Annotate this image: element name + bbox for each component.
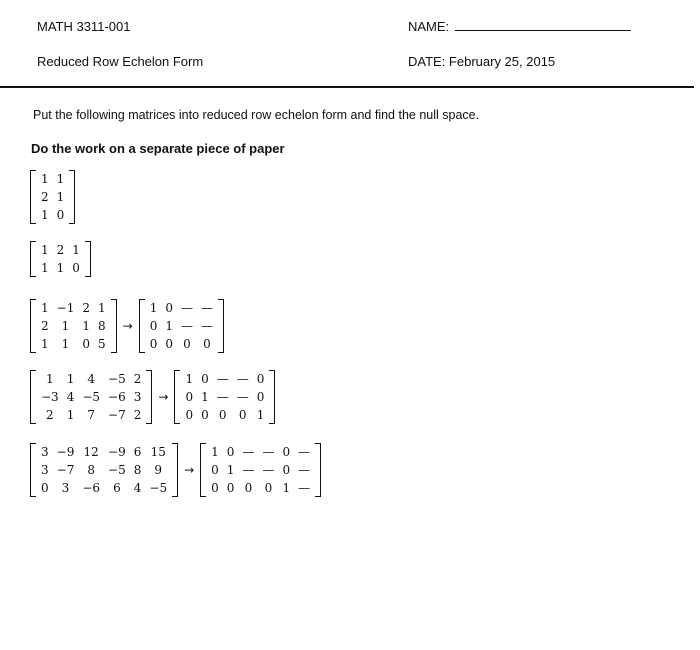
problem-4-matrix xyxy=(30,370,152,424)
matrix-entry: — xyxy=(242,445,255,459)
arrow-icon: → xyxy=(122,319,133,333)
problem-4-result xyxy=(174,370,275,424)
problem-5 xyxy=(30,443,321,497)
matrix-row xyxy=(37,259,84,277)
matrix-row xyxy=(37,317,110,335)
matrix-row xyxy=(207,479,314,497)
matrix-entry: 3 xyxy=(61,481,70,495)
matrix-entry: 0 xyxy=(82,337,90,351)
matrix-entry: 2 xyxy=(82,301,90,315)
matrix-entry: 1 xyxy=(82,319,90,333)
matrix-entry: −9 xyxy=(56,445,75,459)
date-label: DATE: February 25, 2015 xyxy=(408,54,556,69)
matrix-row xyxy=(181,406,268,424)
matrix-entry: — xyxy=(262,445,275,459)
matrix-entry: 2 xyxy=(133,372,142,386)
matrix-entry: — xyxy=(180,301,193,315)
matrix-entry: 5 xyxy=(97,337,106,351)
matrix-row xyxy=(181,388,268,406)
matrix-entry: 0 xyxy=(256,390,265,404)
matrix-row xyxy=(146,317,217,335)
matrix-entry: 0 xyxy=(226,445,235,459)
work-note: Do the work on a separate piece of paper xyxy=(31,141,285,156)
matrix-entry: 1 xyxy=(66,408,75,422)
matrix-entry: 3 xyxy=(41,463,49,477)
matrix-entry: 1 xyxy=(41,337,49,351)
problem-3-matrix xyxy=(30,299,117,353)
problem-2 xyxy=(30,241,91,277)
matrix-entry: 1 xyxy=(226,463,235,477)
problem-1 xyxy=(30,170,75,224)
matrix-entry: 1 xyxy=(41,243,49,257)
matrix-entry: 4 xyxy=(66,390,75,404)
matrix-entry: 0 xyxy=(165,301,173,315)
matrix-row xyxy=(37,206,68,224)
matrix-entry: 0 xyxy=(149,337,158,351)
matrix-entry: — xyxy=(236,390,249,404)
matrix-entry: 1 xyxy=(56,261,65,275)
matrix-entry: 1 xyxy=(201,390,209,404)
matrix-entry: — xyxy=(298,463,311,477)
matrix-row xyxy=(37,370,145,388)
matrix-entry: 0 xyxy=(165,337,173,351)
matrix-entry: 1 xyxy=(256,408,265,422)
matrix-entry: 0 xyxy=(211,481,219,495)
matrix-entry: — xyxy=(200,301,213,315)
matrix-entry: −7 xyxy=(56,463,75,477)
matrix-entry: 0 xyxy=(218,408,227,422)
matrix-entry: 8 xyxy=(133,463,142,477)
matrix-row xyxy=(146,299,217,317)
matrix-entry: 2 xyxy=(56,243,65,257)
matrix-entry: 15 xyxy=(150,445,166,459)
matrix-entry: 2 xyxy=(133,408,142,422)
arrow-icon: → xyxy=(184,463,195,477)
matrix-entry: 6 xyxy=(133,445,142,459)
matrix-entry: 8 xyxy=(87,463,96,477)
matrix-entry: — xyxy=(216,372,229,386)
matrix-entry: — xyxy=(262,463,275,477)
matrix-entry: 1 xyxy=(66,372,75,386)
matrix-entry: 1 xyxy=(97,301,106,315)
matrix-table xyxy=(207,443,314,497)
matrix-entry: — xyxy=(298,445,311,459)
matrix-entry: 4 xyxy=(87,372,96,386)
matrix-row xyxy=(37,479,171,497)
matrix-entry: 1 xyxy=(46,372,54,386)
matrix-entry: — xyxy=(298,481,311,495)
matrix-table xyxy=(146,299,217,353)
matrix-entry: 1 xyxy=(56,172,65,186)
matrix-entry: 1 xyxy=(185,372,194,386)
matrix-row xyxy=(181,370,268,388)
matrix-entry: 1 xyxy=(211,445,219,459)
matrix-entry: 0 xyxy=(244,481,253,495)
matrix-entry: 0 xyxy=(201,408,209,422)
matrix-entry: 1 xyxy=(149,301,158,315)
matrix-entry: −6 xyxy=(108,390,126,404)
header-divider xyxy=(0,86,694,88)
worksheet-title: Reduced Row Echelon Form xyxy=(37,54,204,69)
matrix-row xyxy=(37,406,145,424)
matrix-row xyxy=(37,388,145,406)
matrix-entry: — xyxy=(200,319,213,333)
matrix-entry: 1 xyxy=(282,481,291,495)
matrix-entry: 1 xyxy=(56,190,65,204)
matrix-entry: 0 xyxy=(282,445,291,459)
matrix-table xyxy=(37,241,84,277)
matrix-row xyxy=(37,170,68,188)
matrix-entry: 2 xyxy=(41,190,49,204)
matrix-row xyxy=(37,461,171,479)
matrix-entry: −3 xyxy=(41,390,59,404)
matrix-table xyxy=(37,170,68,224)
matrix-entry: 0 xyxy=(201,372,209,386)
matrix-row xyxy=(37,299,110,317)
problem-2-matrix xyxy=(30,241,91,277)
problem-5-result xyxy=(200,443,321,497)
problem-3 xyxy=(30,299,224,353)
matrix-entry: −9 xyxy=(108,445,126,459)
matrix-table xyxy=(37,299,110,353)
matrix-table xyxy=(37,370,145,424)
matrix-entry: −5 xyxy=(149,481,168,495)
matrix-entry: 0 xyxy=(211,463,219,477)
matrix-entry: 6 xyxy=(113,481,121,495)
matrix-entry: 0 xyxy=(226,481,235,495)
matrix-entry: 0 xyxy=(41,481,49,495)
name-label: NAME: xyxy=(408,19,450,34)
matrix-entry: 0 xyxy=(203,337,211,351)
matrix-entry: 1 xyxy=(61,337,70,351)
matrix-entry: 1 xyxy=(41,301,49,315)
matrix-entry: −5 xyxy=(82,390,101,404)
arrow-icon: → xyxy=(158,390,169,404)
matrix-row xyxy=(207,461,314,479)
matrix-row xyxy=(37,443,171,461)
matrix-entry: 0 xyxy=(56,208,65,222)
matrix-entry: 0 xyxy=(282,463,291,477)
matrix-entry: −5 xyxy=(108,463,126,477)
matrix-entry: 0 xyxy=(149,319,158,333)
matrix-entry: — xyxy=(242,463,255,477)
matrix-entry: −1 xyxy=(56,301,75,315)
matrix-table xyxy=(37,443,171,497)
matrix-row xyxy=(37,241,84,259)
matrix-entry: — xyxy=(236,372,249,386)
course-title: MATH 3311-001 xyxy=(37,19,131,34)
matrix-entry: 1 xyxy=(165,319,173,333)
matrix-entry: 4 xyxy=(133,481,142,495)
matrix-entry: 12 xyxy=(83,445,99,459)
matrix-entry: 7 xyxy=(87,408,96,422)
problem-4 xyxy=(30,370,275,424)
matrix-entry: 0 xyxy=(183,337,191,351)
matrix-entry: 0 xyxy=(72,261,80,275)
problem-3-result xyxy=(139,299,224,353)
problem-1-matrix xyxy=(30,170,75,224)
matrix-row xyxy=(207,443,314,461)
matrix-entry: 0 xyxy=(264,481,273,495)
matrix-entry: 0 xyxy=(238,408,247,422)
matrix-entry: 0 xyxy=(256,372,265,386)
matrix-entry: 2 xyxy=(46,408,54,422)
name-field xyxy=(408,19,631,34)
matrix-entry: −7 xyxy=(108,408,126,422)
matrix-entry: 1 xyxy=(72,243,80,257)
matrix-entry: 3 xyxy=(133,390,142,404)
matrix-entry: 1 xyxy=(41,261,49,275)
name-blank-line xyxy=(455,20,631,31)
matrix-row xyxy=(37,188,68,206)
matrix-entry: 0 xyxy=(185,390,194,404)
matrix-entry: 1 xyxy=(41,208,49,222)
matrix-entry: 2 xyxy=(41,319,49,333)
matrix-entry: 9 xyxy=(154,463,163,477)
matrix-entry: −5 xyxy=(108,372,126,386)
matrix-row xyxy=(146,335,217,353)
matrix-table xyxy=(181,370,268,424)
matrix-entry: — xyxy=(216,390,229,404)
matrix-entry: 8 xyxy=(97,319,106,333)
matrix-entry: 1 xyxy=(41,172,49,186)
matrix-entry: 1 xyxy=(61,319,70,333)
matrix-entry: −6 xyxy=(82,481,101,495)
matrix-row xyxy=(37,335,110,353)
matrix-entry: 0 xyxy=(185,408,194,422)
instructions: Put the following matrices into reduced row echelon form and find the null space. xyxy=(33,108,480,122)
problem-5-matrix xyxy=(30,443,178,497)
matrix-entry: — xyxy=(180,319,193,333)
matrix-entry: 3 xyxy=(41,445,49,459)
